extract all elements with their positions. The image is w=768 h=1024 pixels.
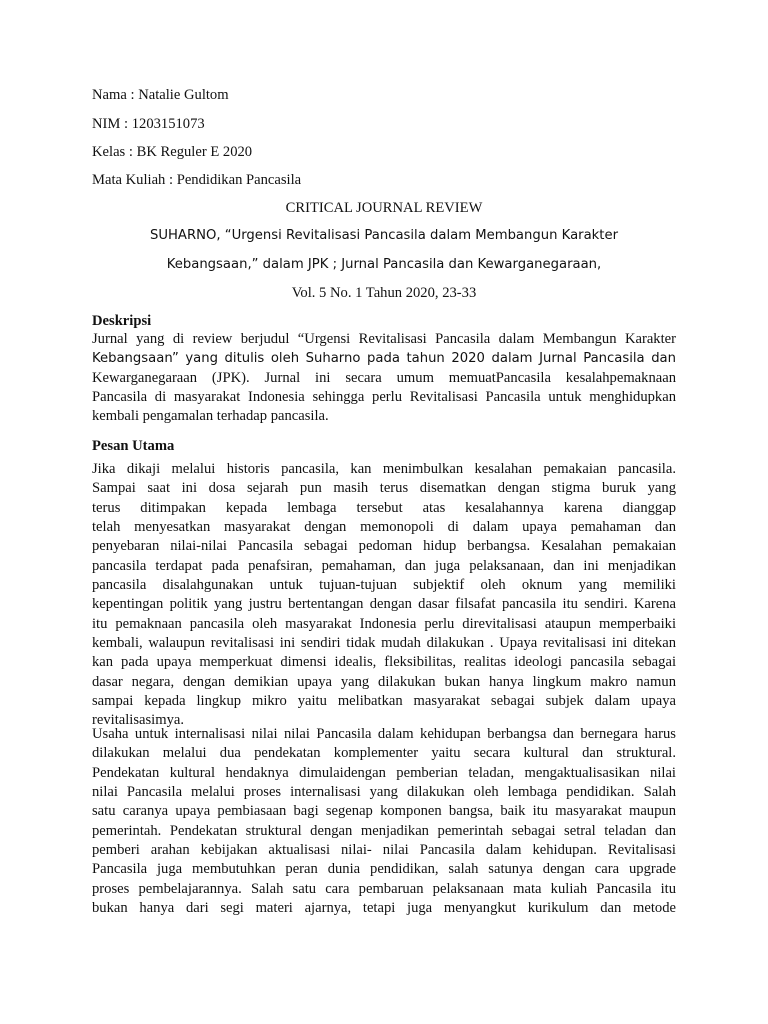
text-line: dasar negara, dengan demikian upaya yang dilakukan bukan hanya lingkum makro namun (92, 673, 676, 690)
text-line: Pancasila juga membutuhkan peran dunia pendidikan, salah satunya dengan cara upgrade (92, 861, 676, 878)
text-line: dilakukan melalui dua pendekatan komplementer yaitu secara kultural dan struktural. (92, 745, 676, 762)
text-line: kembali, walaupun revitalisasi ini sendiri tidak mudah dilakukan . Upaya revitalisasi ini ditekan (92, 635, 676, 652)
text-line: nilai Pancasila melalui proses internalisasi yang dilakukan oleh lembaga pendidikan. Salah (92, 784, 676, 801)
text-line: kepentingan politik yang justru bertentangan dengan dasar filsafat pancasila itu sendiri. Karena (92, 596, 676, 613)
text-line: kembali pengamalan terhadap pancasila. (92, 408, 329, 425)
text-line: satu caranya upaya pembiasaan bagi segenap komponen bangsa, baik itu masyarakat maupun (92, 803, 676, 820)
student-class: Kelas : BK Reguler E 2020 (92, 144, 253, 160)
text-line: proses pembelajarannya. Salah satu cara pembaruan pelaksanaan mata kuliah Pancasila itu (92, 880, 676, 897)
text-line: Usaha untuk internalisasi nilai nilai Pancasila dalam kehidupan berbangsa dan bernegara harus (92, 726, 676, 742)
text-line: kan pada upaya memperkuat dimensi idealis, fleksibilitas, realitas ideologi pancasila sebagai (92, 654, 676, 671)
citation-line-1: SUHARNO, “Urgensi Revitalisasi Pancasila dalam Membangun Karakter (149, 228, 618, 243)
text-line: Kebangsaan” yang ditulis oleh Suharno pada tahun 2020 dalam Jurnal Pancasila dan (92, 351, 676, 367)
text-line: Kewarganegaraan (JPK). Jurnal ini secara umum memuatPancasila kesalahpemaknaan (92, 369, 676, 386)
text-line: bukan hanya dari segi materi ajarnya, tetapi juga menyangkut kurikulum dan metode (92, 900, 676, 917)
citation-line-3: Vol. 5 No. 1 Tahun 2020, 23-33 (291, 285, 477, 301)
student-nim: NIM : 1203151073 (92, 116, 205, 132)
text-line: Jurnal yang di review berjudul “Urgensi Revitalisasi Pancasila dalam Membangun Karakter (92, 331, 676, 347)
text-line: terus ditimpakan kepada lembaga tersebut atas kesalahannya karena dianggap (92, 499, 676, 516)
text-line: pancasila disalahgunakan untuk tujuan-tujuan subjektif oleh oknum yang memiliki (92, 577, 676, 594)
text-line: Pancasila di masyarakat Indonesia sehingga perlu Revitalisasi Pancasila untuk menghidupkan (92, 389, 676, 406)
text-line: penyebaran nilai-nilai Pancasila sebagai pedoman hidup berbangsa. Kesalahan pemakaian (92, 538, 676, 555)
document-title: CRITICAL JOURNAL REVIEW (285, 200, 483, 216)
text-line: telah menyesatkan masyarakat dengan memonopoli di dalam upaya pemahaman dan (92, 519, 676, 536)
section-heading-deskripsi: Deskripsi (92, 313, 152, 329)
text-line: revitalisasimya. (92, 712, 184, 729)
text-line: sampai kepada lingkup mikro yaitu melibatkan masyarakat sebagai subjek dalam upaya (92, 693, 676, 710)
deskripsi-paragraph (92, 330, 676, 427)
text-line: Sampai saat ini dosa sejarah pun masih terus disematkan dengan stigma buruk yang (92, 480, 676, 497)
student-name: Nama : Natalie Gultom (92, 87, 229, 103)
section-heading-pesan-utama: Pesan Utama (92, 438, 175, 454)
text-line: Jika dikaji melalui historis pancasila, kan menimbulkan kesalahan pemakaian pancasila. (92, 461, 676, 477)
text-line: pemerintah. Pendekatan struktural dengan menjadikan pemerintah sebagai setral teladan dan (92, 822, 676, 839)
text-line: pemberi arahan kebijakan aktualisasi nilai- nilai Pancasila dalam kehidupan. Revitalisasi (92, 842, 676, 859)
pesan-utama-paragraph-2 (92, 725, 676, 918)
pesan-utama-paragraph-1 (92, 460, 676, 731)
text-line: Pendekatan kultural hendaknya dimulaidengan pemberian teladan, mengaktualisasikan nilai (92, 764, 676, 781)
course-name: Mata Kuliah : Pendidikan Pancasila (92, 172, 302, 188)
text-line: itu pemaknaan pancasila oleh masyarakat Indonesia perlu direvitalisasi ataupun memperbaiki (92, 615, 676, 632)
text-line: pancasila terdapat pada penafsiran, pemahaman, dan juga pelaksanaan, dan ini menjadikan (92, 557, 676, 574)
citation-line-2: Kebangsaan,” dalam JPK ; Jurnal Pancasila dan Kewarganegaraan, (166, 257, 602, 272)
